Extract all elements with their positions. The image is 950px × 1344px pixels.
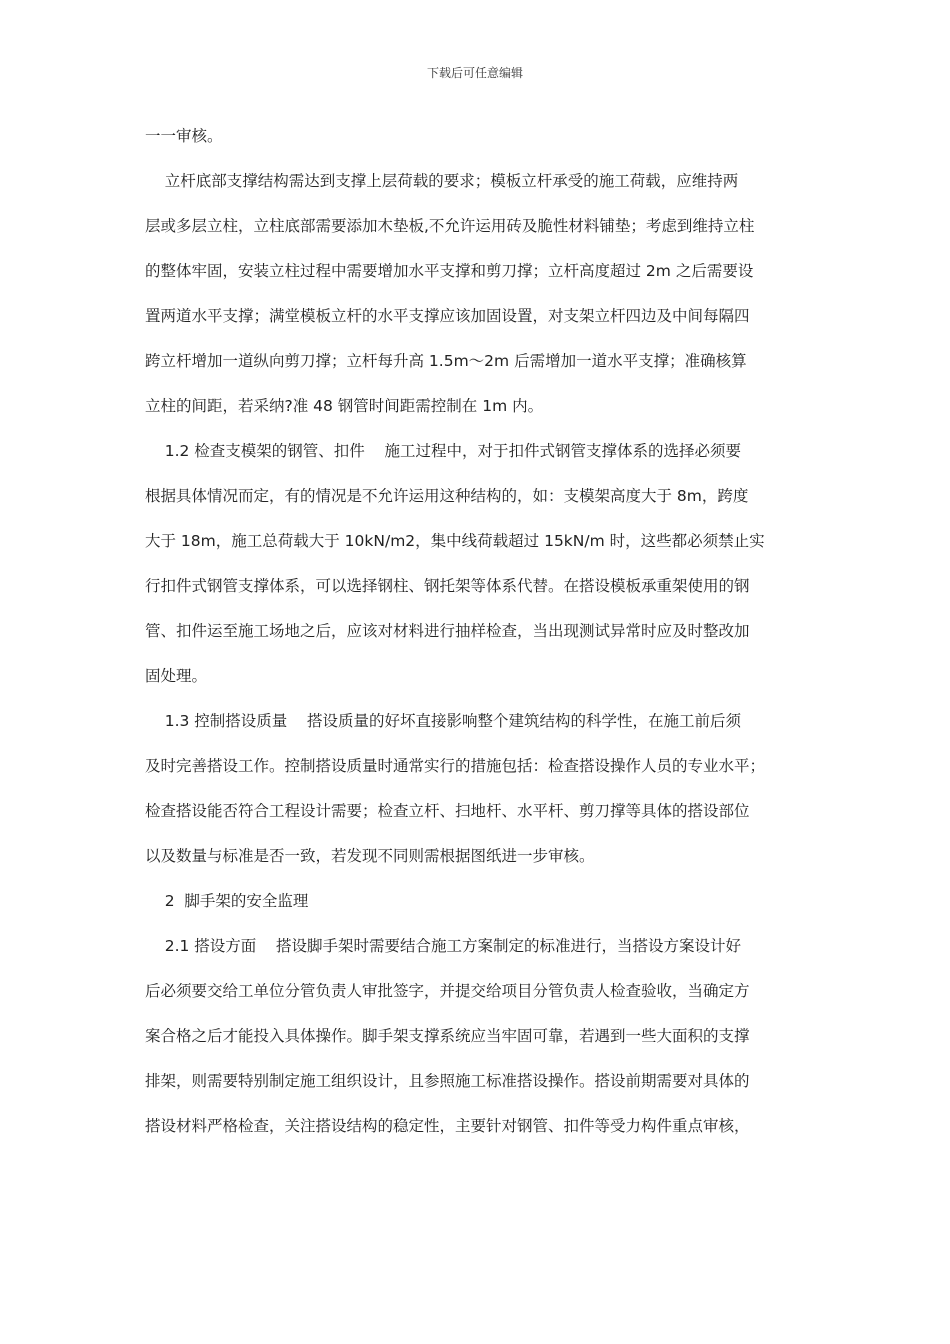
text-line: 案合格之后才能投入具体操作。脚手架支撑系统应当牢固可靠，若遇到一些大面积的支撑 xyxy=(145,1027,750,1045)
text-line: 1.2 检查支模架的钢管、扣件 施工过程中，对于扣件式钢管支撑体系的选择必须要 xyxy=(145,442,741,460)
text-line: 跨立杆增加一道纵向剪刀撑；立杆每升高 1.5m～2m 后需增加一道水平支撑；准确核算 xyxy=(145,352,747,370)
text-line: 立杆底部支撑结构需达到支撑上层荷载的要求；模板立杆承受的施工荷载，应维持两 xyxy=(145,172,739,190)
text-line: 的整体牢固，安装立柱过程中需要增加水平支撑和剪刀撑；立杆高度超过 2m 之后需要设 xyxy=(145,262,754,280)
text-line: 1.3 控制搭设质量 搭设质量的好坏直接影响整个建筑结构的科学性，在施工前后须 xyxy=(145,712,741,730)
text-line: 后必须要交给工单位分管负责人审批签字，并提交给项目分管负责人检查验收，当确定方 xyxy=(145,982,750,1000)
text-line: 固处理。 xyxy=(145,667,208,685)
text-line: 排架，则需要特别制定施工组织设计，且参照施工标准搭设操作。搭设前期需要对具体的 xyxy=(145,1072,750,1090)
text-line: 行扣件式钢管支撑体系，可以选择钢柱、钢托架等体系代替。在搭设模板承重架使用的钢 xyxy=(145,577,750,595)
text-line: 大于 18m，施工总荷载大于 10kN/m2，集中线荷载超过 15kN/m 时，这些都必须禁止实 xyxy=(145,532,765,550)
text-line: 2.1 搭设方面 搭设脚手架时需要结合施工方案制定的标准进行，当搭设方案设计好 xyxy=(145,937,741,955)
text-line: 检查搭设能否符合工程设计需要；检查立杆、扫地杆、水平杆、剪刀撑等具体的搭设部位 xyxy=(145,802,750,820)
text-line: 置两道水平支撑；满堂模板立杆的水平支撑应该加固设置，对支架立杆四边及中间每隔四 xyxy=(145,307,750,325)
text-line: 立柱的间距，若采纳?准 48 钢管时间距需控制在 1m 内。 xyxy=(145,397,544,415)
text-line: 一一审核。 xyxy=(145,127,223,145)
text-line: 以及数量与标准是否一致，若发现不同则需根据图纸进一步审核。 xyxy=(145,847,595,865)
text-line: 层或多层立柱，立柱底部需要添加木垫板,不允许运用砖及脆性材料铺垫；考虑到维持立柱 xyxy=(145,217,755,235)
text-line: 搭设材料严格检查，关注搭设结构的稳定性，主要针对钢管、扣件等受力构件重点审核， xyxy=(145,1117,750,1135)
page-header: 下载后可任意编辑 xyxy=(426,66,523,80)
text-line: 及时完善搭设工作。控制搭设质量时通常实行的措施包括：检查搭设操作人员的专业水平； xyxy=(145,757,766,775)
text-line: 2 脚手架的安全监理 xyxy=(145,892,309,910)
text-line: 管、扣件运至施工场地之后，应该对材料进行抽样检查，当出现测试异常时应及时整改加 xyxy=(145,622,750,640)
text-line: 根据具体情况而定，有的情况是不允许运用这种结构的，如：支模架高度大于 8m，跨度 xyxy=(145,487,749,505)
